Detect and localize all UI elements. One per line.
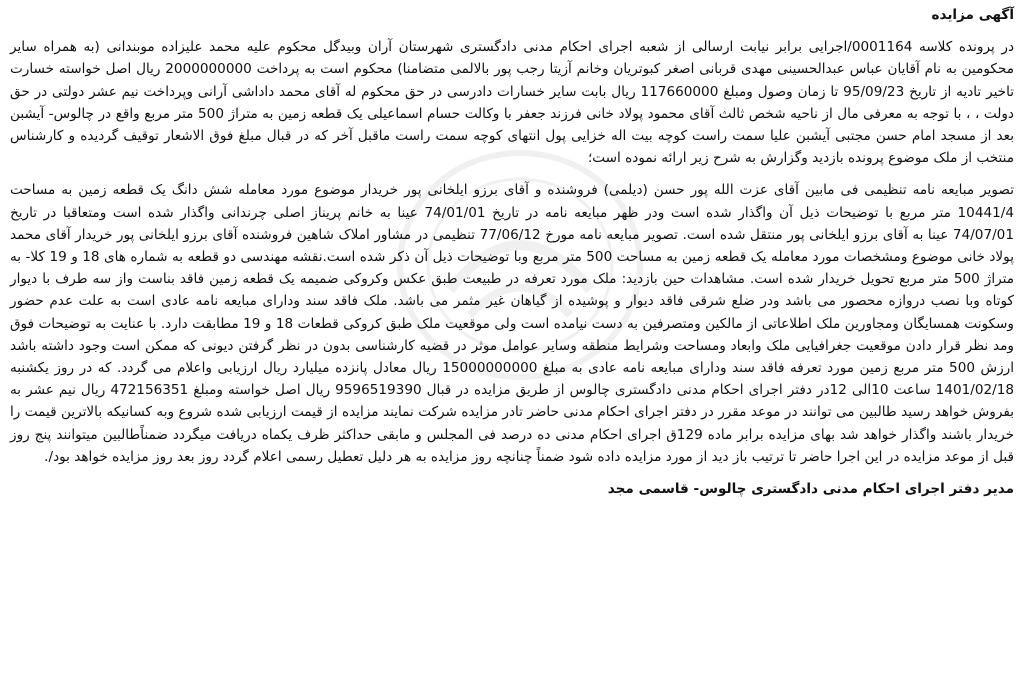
notice-title: آگهی مزایده bbox=[931, 7, 1014, 23]
notice-paragraph-case-details: در پرونده کلاسه 0001164/اجرایی برابر نیابت ارسالی از شعبه اجرای احکام مدنی دادگستری شهرستان آران وبیدگل محکوم علیه محمد علیزاده موبندانی (به همراه سایر محکومین به نام آقایان عباس عبدالحسینی مهدی قربانی اصغر کبوتریان وخانم آزیتا رجب پور بالالمی متضامنا) محکوم است به پرداخت 2000000000 ریال اصل خواسته خسارت تاخیر تادیه از تاریخ 95/09/23 تا زمان وصول ومبلغ 117660000 ریال بابت سایر خسارات دادرسی در حق محکوم له آقای محمد داداشی آرانی وپرداخت نیم عشر دولتی در حق دولت ، ، با توجه به معرفی مال از ناحیه شخص ثالث آقای محمود پولاد خانی فرزند جعفر با وکالت حسام اسماعیلی یک قطعه زمین به متراژ 500 متر مربع واقع در چالوس- آیشبن بعد از مسجد امام حسن مجتبی آیشبن علیا سمت راست کوچه بیت اله خزایی پول انتهای کوچه سمت راست ماقبل آخر که در قبال مبلغ فوق الاشعار توقیف گردیده و کارشناس منتخب از ملک موضوع پرونده بازدید وگزارش به شرح زیر ارائه نموده است؛ bbox=[10, 39, 1015, 167]
notice-paragraph-expert-report: تصویر مبایعه نامه تنظیمی فی مابین آقای عزت الله پور حسن (دیلمی) فروشنده و آقای برزو ایلخانی پور خریدار موضوع مورد معامله شش دانگ یک قطعه زمین به مساحت 10441/4 متر مربع با توضیحات ذیل آن واگذار شده است ودر ظهر مبایعه نامه در تاریخ 74/01/01 عینا به خانم پریناز اصلی چرندانی واگذار شده است ومتعاقبا در تاریخ 74/07/01 عینا به آقای برزو ایلخانی پور منتقل شده است. تصویر مبایعه نامه مورخ 77/06/12 تنظیمی در مشاور املاک شاهین فروشنده آقای برزو ایلخانی پور خریدار آقای محمد پولاد خانی موضوع ومشخصات مورد معامله یک قطعه زمین به مساحت 500 متر مربع وبا توضیحات ذیل آن ذکر شده است.نقشه مهندسی دو قطعه به شماره های 18 و 19 کلا- به متراژ 500 متر مربع تحویل خریدار شده است. مشاهدات حین بازدید: ملک مورد تعرفه در طبیعت طبق عکس وکروکی ضمیمه یک قطعه زمین فاقد بناست واز سه طرف با دیوار کوتاه وبا نصب دروازه محصور می باشد ودر ضلع شرقی فاقد دیوار و پوشیده از گیاهان غیر مثمر می باشد. ملک فاقد سند ودارای مبایعه نامه عادی است به علت عدم حضور وسکونت همسایگان ومجاورین ملک اطلاعاتی از مالکین ومتصرفین به دست نیامده است ولی موقعیت ملک طبق کروکی قطعات 18 و 19 مطابقت دارد. با عنایت به توضیحات فوق ومد نظر قرار دادن موقعیت جغرافیایی ملک وابعاد ومساحت وشرایط منطقه وسایر عوامل موثر در قضیه کارشناسی بدون در نظر گرفتن دیونی که ممکن است وجود داشته باشد ارزش 500 متر مربع زمین مورد تعرفه فاقد سند ودارای مبایعه نامه عادی به مبلغ 15000000000 ریال معادل پانزده میلیارد ریال ارزیابی واعلام می گردد. که در روز یکشنبه 1401/02/18 ساعت 10الی 12در دفتر اجرای احکام مدنی دادگستری چالوس از طریق مزایده در قبال 9596519390 ریال اصل خواسته ومبلغ 472156351 ریال نیم عشر به بفروش خواهد رسید طالبین می توانند در موعد مقرر در دفتر اجرای احکام مدنی حاضر تادر مزایده شرکت نمایند مزایده از قیمت ارزیابی شده شروع وبه کسانیکه بالاترین قیمت را خریدار باشند واگذار خواهد شد بهای مزایده برابر ماده 129ق اجرای احکام مدنی ده درصد فی المجلس و مابقی حداکثر ظرف یکماه دریافت میگردد ضمناًطالبین میتوانند پنج روز قبل از موعد مزایده در این اجرا حاضر تا ترتیب باز دید از مورد مزایده داده شود ضمناً چنانچه روز مزایده به هر دلیل تعطیل رسمی اعلام گردد روز بعد روز مزایده خواهد بود/. bbox=[10, 182, 1015, 465]
auction-notice bbox=[10, 4, 1014, 500]
notice-signature: مدیر دفتر اجرای احکام مدنی دادگستری چالوس- قاسمی مجد bbox=[607, 481, 1014, 498]
